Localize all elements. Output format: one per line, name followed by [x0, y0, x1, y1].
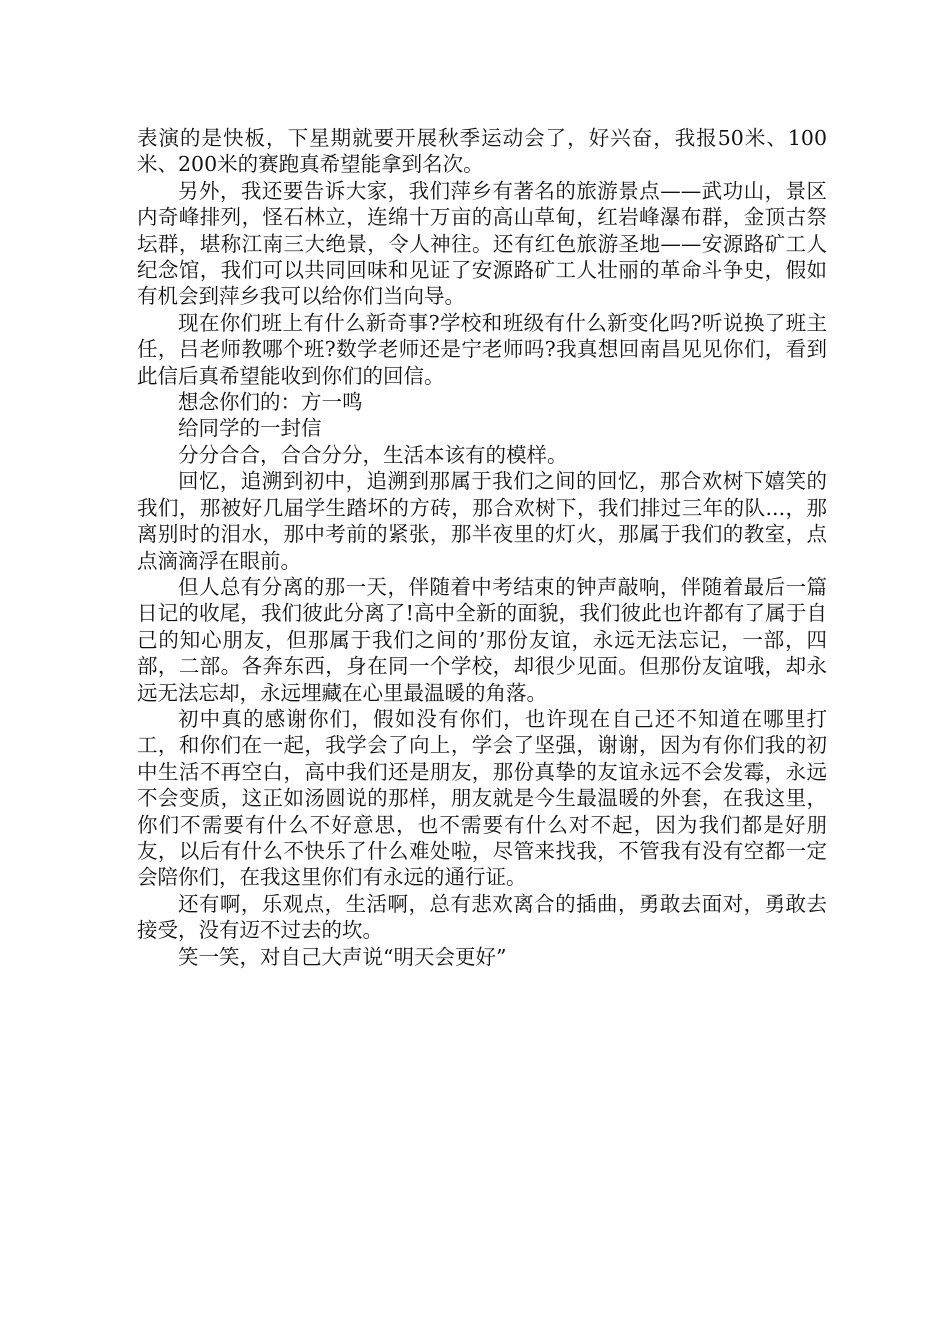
paragraph-tourism: 另外，我还要告诉大家，我们萍乡有著名的旅游景点——武功山，景区内奇峰排列，怪石林立，连绵十万亩的高山草甸，红岩峰瀑布群，金顶古祭坛群，堪称江南三大绝景，令人神往。还有红色旅游圣地——安源路矿工人纪念馆，我们可以共同回味和见证了安源路矿工人壮丽的革命斗争史，假如有机会到萍乡我可以给你们当向导。 — [137, 178, 827, 309]
paragraph-questions: 现在你们班上有什么新奇事?学校和班级有什么新变化吗?听说换了班主任，吕老师教哪个班?数学老师还是宁老师吗?我真想回南昌见见你们，看到此信后真希望能收到你们的回信。 — [137, 310, 827, 388]
paragraph-optimism: 还有啊，乐观点，生活啊，总有悲欢离合的插曲，勇敢去面对，勇敢去接受，没有迈不过去的坎。 — [137, 891, 827, 943]
paragraph-opening: 分分合合，合合分分，生活本该有的模样。 — [178, 442, 568, 467]
paragraph-continuation: 表演的是快板，下星期就要开展秋季运动会了，好兴奋，我报50米、100米、200米的赛跑真希望能拿到名次。 — [137, 126, 827, 177]
paragraph-separation: 但人总有分离的那一天，伴随着中考结束的钟声敲响，伴随着最后一篇日记的收尾，我们彼此分离了!高中全新的面貌，我们彼此也许都有了属于自己的知心朋友，但那属于我们之间的’那份友谊，永远无法忘记，一部，四部，二部。各奔东西，身在同一个学校，却很少见面。但那份友谊哦，却永远无法忘却，永远埋藏在心里最温暖的角落。 — [137, 574, 827, 705]
paragraph-memories: 回忆，追溯到初中，追溯到那属于我们之间的回忆，那合欢树下嬉笑的我们，那被好几届学生踏坏的方砖，那合欢树下，我们排过三年的队...，那离别时的泪水，那中考前的紧张，那半夜里的灯火，那属于我们的教室，点点滴滴浮在眼前。 — [137, 469, 827, 573]
letter-body — [137, 125, 827, 970]
paragraph-gratitude: 初中真的感谢你们，假如没有你们，也许现在自己还不知道在哪里打工，和你们在一起，我学会了向上，学会了坚强，谢谢，因为有你们我的初中生活不再空白，高中我们还是朋友，那份真挚的友谊永远不会发霉，永远不会变质，这正如汤圆说的那样，朋友就是今生最温暖的外套，在我这里，你们不需要有什么不好意思，也不需要有什么对不起，因为我们都是好朋友，以后有什么不快乐了什么难处啦，尽管来找我，不管我有没有空都一定会陪你们，在我这里你们有永远的通行证。 — [137, 706, 827, 890]
letter-title: 给同学的一封信 — [178, 416, 322, 441]
paragraph-closing: 笑一笑，对自己大声说“明天会更好” — [178, 944, 507, 969]
signature-line: 想念你们的：方一鸣 — [178, 390, 363, 415]
